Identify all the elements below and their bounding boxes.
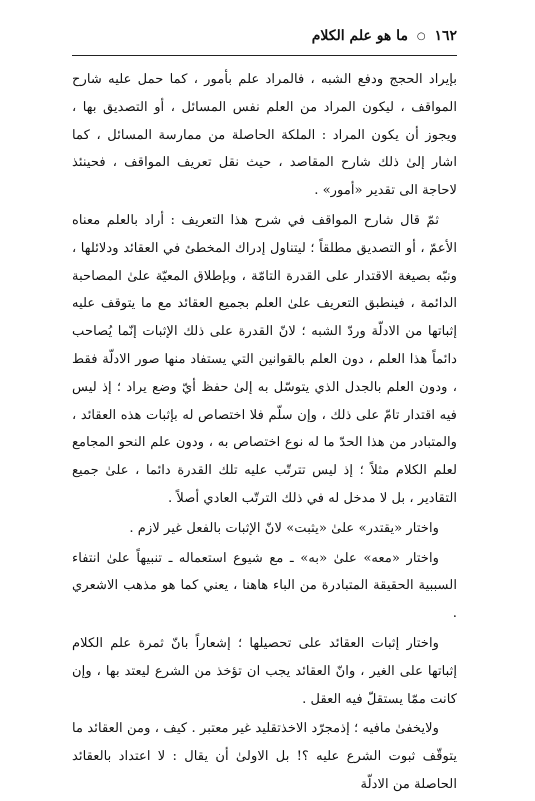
page-number: ١٦٢ [434,28,457,44]
paragraph: واختار «معه» علىٰ «به» ـ مع شيوع استعماله ـ تنبيهاً علىٰ انتفاء السببية الحقيقة المتبادرة من الباء هاهنا ، يعني كما هو مذهب الاشعري . [72,550,457,622]
running-header [72,28,457,52]
circle-separator-icon: ○ [416,31,426,42]
header-rule [72,55,457,56]
chapter-title: ما هو علم الكلام [311,28,408,44]
paragraph: واختار إثبات العقائد على تحصيلها ؛ إشعاراً بانّ ثمرة علم الكلام إثباتها على الغير ، وانّ العقائد يجب ان تؤخذ من الشرع ليعتد بها ، وإن كانت ممّا يستقلّ فيه العقل . [72,635,457,707]
body-text [72,66,457,801]
paragraph: واختار «يقتدر» علىٰ «يثبت» لانّ الإثبات بالفعل غير لازم . [129,520,439,536]
paragraph: ولايخفىٰ مافيه ؛ إذمجرّد الاخذتقليد غير معتبر . كيف ، ومن العقائد ما يتوقّف ثبوت الشرع عليه ؟! بل الاولىٰ أن يقال : لا اعتداد بالعقائد الحاصلة من الادلّة [72,721,457,792]
paragraph: بإيراد الحجج ودفع الشبه ، فالمراد علم بأمور ، كما حمل عليه شارح المواقف ، ليكون المراد من العلم نفس المسائل ، أو التصديق بها ، ويجوز أن يكون المراد : الملكة الحاصلة من ممارسة المسائل ، كما اشار إلىٰ ذلك شارح المقاصد ، حيث نقل تعريف المواقف ، فحينئذ لاحاجة الى تقدير «أمور» . [72,72,457,199]
paragraph: ثمّ قال شارح المواقف في شرح هذا التعريف : أراد بالعلم معناه الأعمّ ، أو التصديق مطلقاً ؛ ليتناول إدراك المخطئ في العقائد ودلائلها ، ونبّه بصيغة الاقتدار على القدرة التامّة ، وبإطلاق المعيّة علىٰ المصاحبة الدائمة ، فينطبق التعريف علىٰ العلم بجميع العقائد مع ما يتوقف عليه إثباتها من الادلّة وردّ الشبه ؛ لانّ القدرة على ذلك الإثبات إنّما يُصاحب دائماً هذا العلم ، دون العلم بالقوانين التي يستفاد منها صور الادلّة فقط ، ودون العلم بالجدل الذي يتوسّل به إلىٰ حفظ أيّ وضع يراد ؛ إذ ليس فيه اقتدار تامّ على ذلك ، وإن سلّم فلا اختصاص له بإثبات هذه العقائد ، والمتبادر من هذا الحدّ ما له نوع اختصاص به ، ودون علم النحو المجامع لعلم الكلام مثلاً ؛ إذ ليس تترتّب عليه تلك القدرة دائما ، علىٰ جميع التقادير ، بل لا مدخل له في ذلك الترتّب العادي أصلاً . [72,212,457,506]
